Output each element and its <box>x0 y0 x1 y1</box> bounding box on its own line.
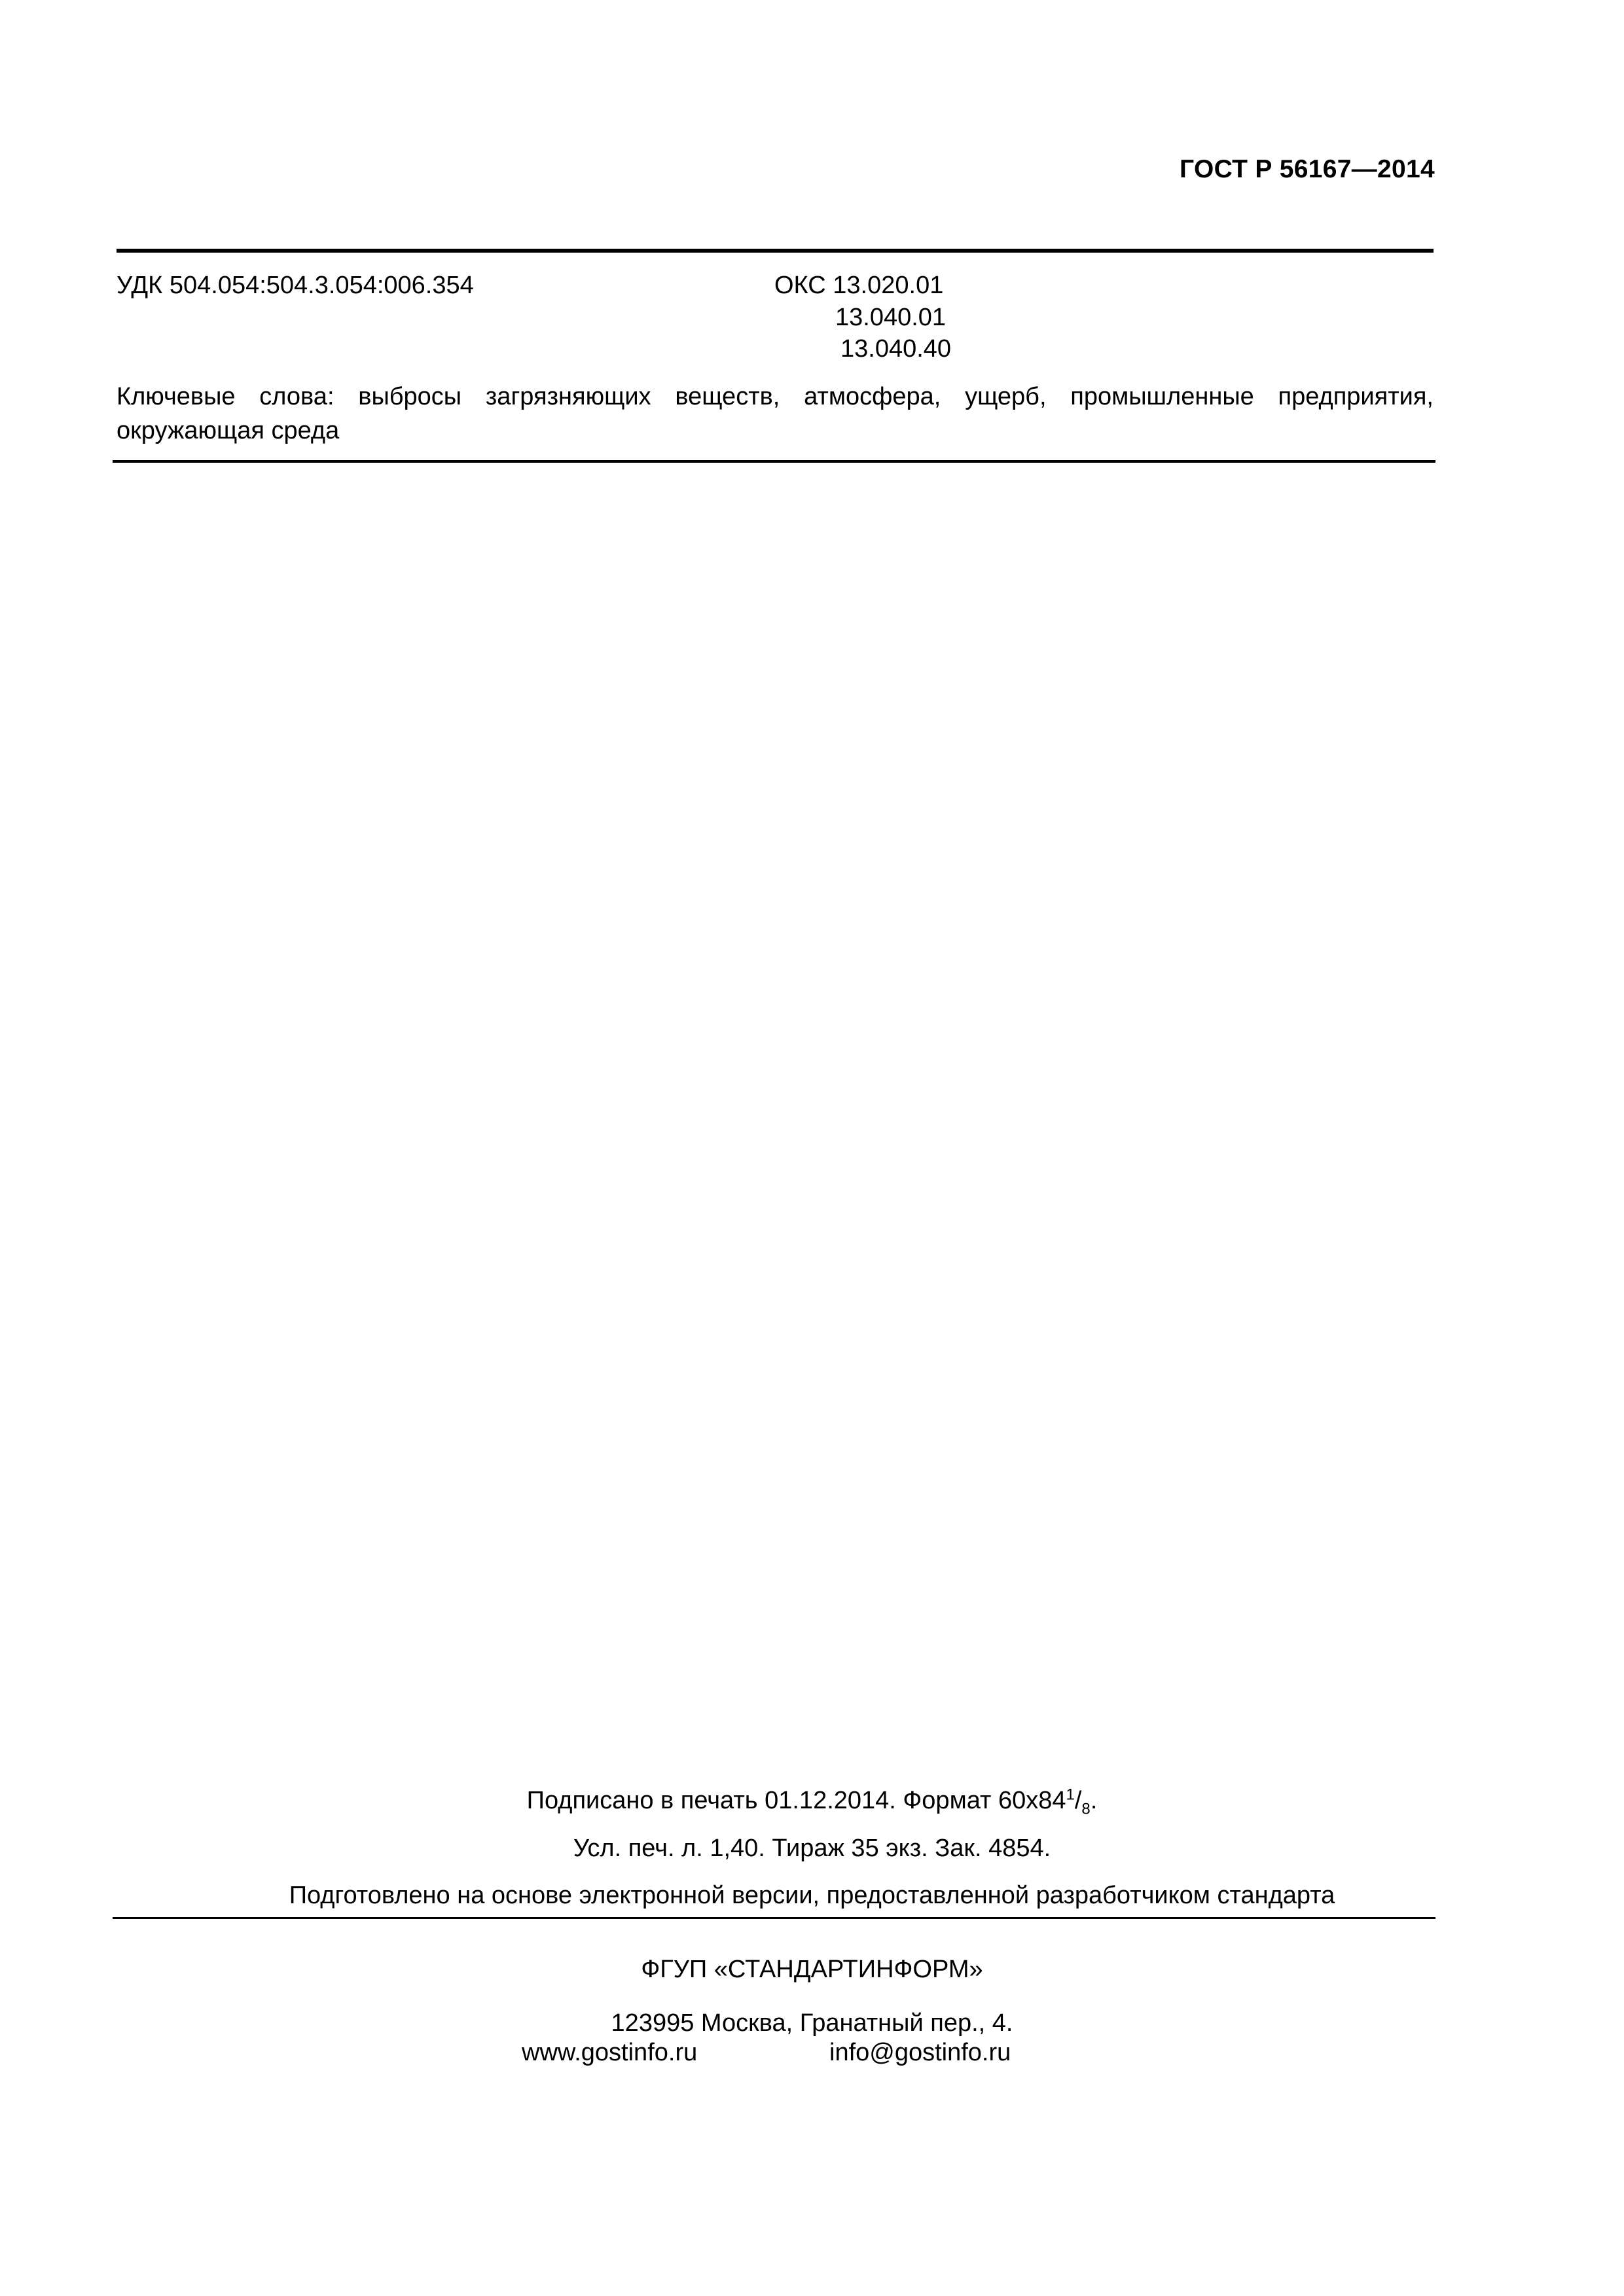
keywords: Ключевые слова: выбросы загрязняющих веществ, атмосфера, ущерб, промышленные предприятия, окружающая среда <box>117 383 1434 444</box>
format-sup: 1 <box>1066 1785 1075 1804</box>
top-rule <box>117 249 1434 253</box>
signed-text: Подписано в печать 01.12.2014. Формат 60x84 <box>526 1787 1066 1814</box>
publisher-name: ФГУП «СТАНДАРТИНФОРМ» <box>641 1956 983 1983</box>
oks-code-2: 13.040.01 <box>835 304 947 331</box>
publisher-website[interactable]: www.gostinfo.ru <box>522 2039 698 2066</box>
oks-block <box>774 270 943 300</box>
imprint-rule <box>113 1917 1435 1919</box>
format-sub: 8 <box>1081 1800 1091 1818</box>
udk-code: УДК 504.054:504.3.054:006.354 <box>117 272 474 299</box>
oks-code-1: 13.020.01 <box>833 272 944 299</box>
print-line: Усл. печ. л. 1,40. Тираж 35 экз. Зак. 4854. <box>573 1835 1051 1862</box>
standard-number: ГОСТ Р 56167—2014 <box>1180 155 1435 183</box>
keywords-rule <box>113 460 1435 463</box>
prepared-note: Подготовлено на основе электронной версии, предоставленной разработчиком стандарта <box>289 1882 1335 1909</box>
oks-label: ОКС <box>774 272 826 299</box>
publisher-email[interactable]: info@gostinfo.ru <box>829 2039 1011 2066</box>
publisher-address: 123995 Москва, Гранатный пер., 4. <box>611 2009 1013 2037</box>
signed-for-print <box>0 1785 1624 1818</box>
oks-code-3: 13.040.40 <box>840 335 952 363</box>
format-end: . <box>1090 1787 1098 1814</box>
format-slash: / <box>1074 1787 1082 1814</box>
